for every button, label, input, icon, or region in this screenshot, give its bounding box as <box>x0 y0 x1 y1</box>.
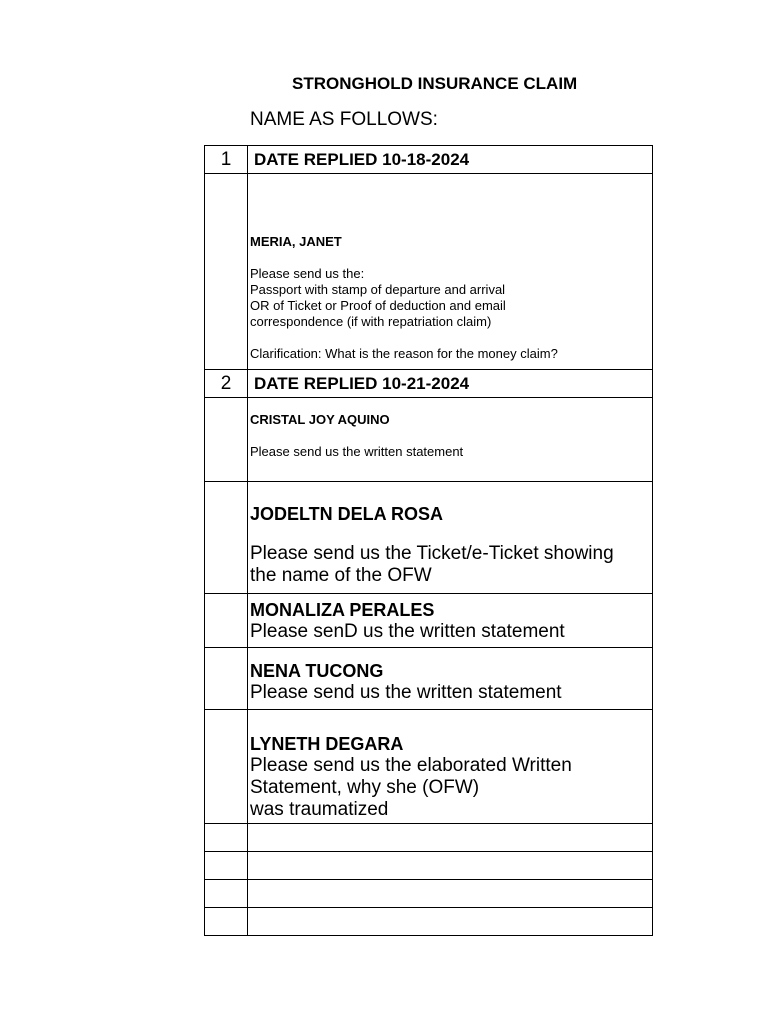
claimant-name: LYNETH DEGARA <box>250 734 404 754</box>
document-subtitle: NAME AS FOLLOWS: <box>250 109 438 130</box>
clarification-note: Clarification: What is the reason for the money claim? <box>250 346 558 361</box>
request-line: Please send us the elaborated Written <box>250 755 572 776</box>
row-number-cell <box>205 594 248 648</box>
date-replied: DATE REPLIED 10-21-2024 <box>248 370 653 398</box>
claim-row <box>205 398 653 482</box>
group-header-row <box>205 146 653 174</box>
date-replied: DATE REPLIED 10-18-2024 <box>248 146 653 174</box>
claim-details <box>248 710 653 824</box>
group-number: 2 <box>205 370 248 398</box>
request-line: Please send us the Ticket/e-Ticket showing <box>250 543 614 564</box>
document-title: STRONGHOLD INSURANCE CLAIM <box>292 74 578 93</box>
claim-row <box>205 648 653 710</box>
row-number-cell <box>205 880 248 908</box>
request-line: Please send us the: <box>250 266 365 281</box>
empty-row <box>205 880 653 908</box>
row-number-cell <box>205 482 248 594</box>
request-line: Passport with stamp of departure and arrival <box>250 282 506 297</box>
claim-row <box>205 594 653 648</box>
request-line: was traumatized <box>250 799 389 820</box>
claimant-name: NENA TUCONG <box>250 661 384 681</box>
empty-cell <box>248 852 653 880</box>
group-header-row <box>205 370 653 398</box>
claim-details <box>248 594 653 648</box>
claimant-name: MERIA, JANET <box>250 234 342 249</box>
request-line: Statement, why she (OFW) <box>250 777 480 798</box>
row-number-cell <box>205 908 248 936</box>
empty-row <box>205 824 653 852</box>
claim-details <box>248 398 653 482</box>
group-number: 1 <box>205 146 248 174</box>
claim-row <box>205 710 653 824</box>
request-line: Please senD us the written statement <box>250 621 565 642</box>
row-number-cell <box>205 710 248 824</box>
claim-details <box>248 482 653 594</box>
empty-cell <box>248 908 653 936</box>
row-number-cell <box>205 174 248 370</box>
empty-row <box>205 908 653 936</box>
claimant-name: JODELTN DELA ROSA <box>250 504 444 524</box>
request-line: Please send us the written statement <box>250 444 464 459</box>
empty-cell <box>248 824 653 852</box>
row-number-cell <box>205 398 248 482</box>
row-number-cell <box>205 648 248 710</box>
claimant-name: MONALIZA PERALES <box>250 600 435 620</box>
row-number-cell <box>205 852 248 880</box>
request-line: Please send us the written statement <box>250 682 562 703</box>
request-line: OR of Ticket or Proof of deduction and email <box>250 298 506 313</box>
request-line: correspondence (if with repatriation claim) <box>250 314 492 329</box>
claimant-name: CRISTAL JOY AQUINO <box>250 412 390 427</box>
row-number-cell <box>205 824 248 852</box>
claim-details <box>248 174 653 370</box>
claim-details <box>248 648 653 710</box>
claim-row <box>205 174 653 370</box>
request-line: the name of the OFW <box>250 565 432 586</box>
empty-cell <box>248 880 653 908</box>
empty-row <box>205 852 653 880</box>
claims-table <box>204 145 653 936</box>
claim-row <box>205 482 653 594</box>
